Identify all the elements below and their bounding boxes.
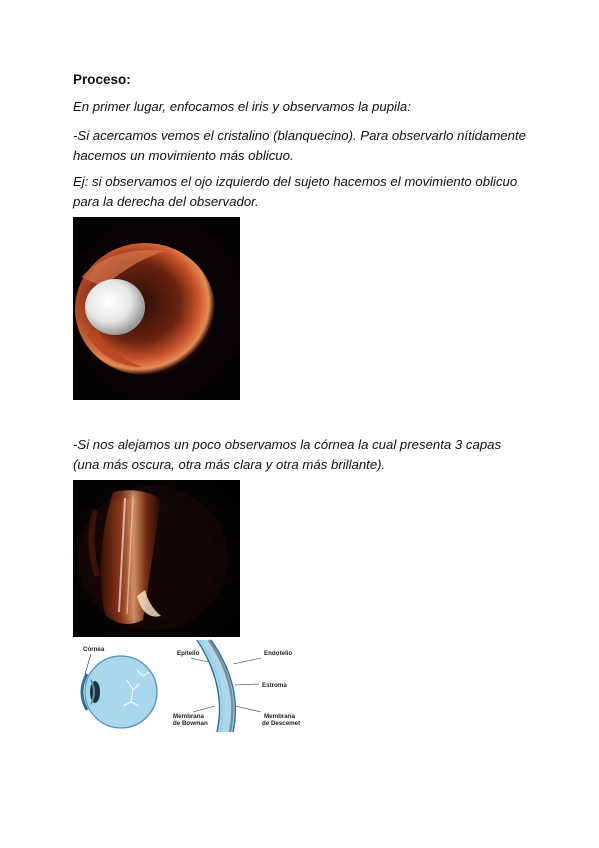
slit-lamp-lens-photo <box>73 217 240 400</box>
paragraph-crystalline-lens: -Si acercamos vemos el cristalino (blanquecino). Para observarlo nítidamente hacemos un movimiento más oblicuo. <box>73 128 526 163</box>
paragraph-cornea-layers: -Si nos alejamos un poco observamos la córnea la cual presenta 3 capas (una más oscura, otra más clara y otra más brillante). <box>73 437 502 472</box>
section-heading: Proceso: <box>73 72 131 87</box>
label-bowman-line1: Membrana <box>173 713 204 720</box>
label-epitelio: Epitelio <box>177 650 200 657</box>
label-estroma: Estroma <box>262 682 287 689</box>
paragraph-example-left-eye: Ej: si observamos el ojo izquierdo del sujeto hacemos el movimiento oblicuo para la derecha del observador. <box>73 174 518 209</box>
label-descemet-line2: de Descemet <box>262 720 301 727</box>
label-descemet-line1: Membrana <box>264 713 295 720</box>
cornea-diagram <box>73 640 308 732</box>
label-bowman-line2: de Bowman <box>173 720 208 727</box>
slit-lamp-cornea-photo <box>73 480 240 637</box>
label-endotelio: Endotelio <box>264 650 293 657</box>
cornea-layers-detail <box>173 640 300 732</box>
label-cornea: Córnea <box>83 646 105 653</box>
eye-cross-section <box>82 646 157 728</box>
paragraph-focus-iris: En primer lugar, enfocamos el iris y observamos la pupila: <box>73 99 411 114</box>
